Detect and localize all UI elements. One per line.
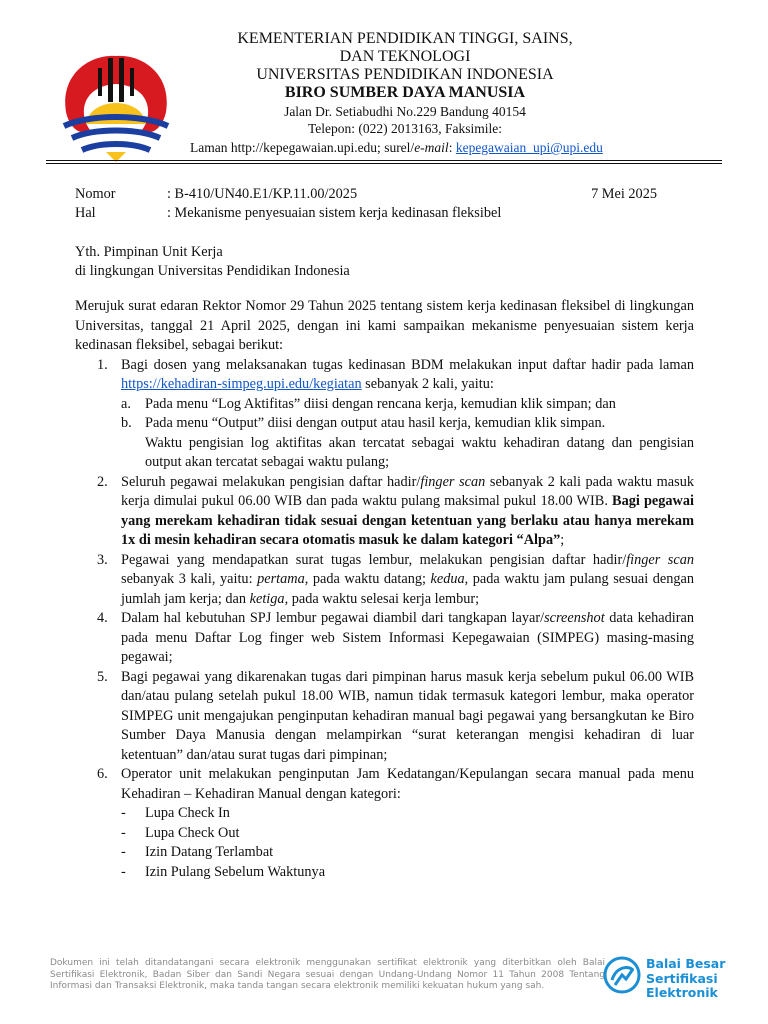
header-divider-thin <box>46 163 722 164</box>
list-item <box>75 356 694 473</box>
letter-date: 7 Mei 2025 <box>591 186 657 202</box>
recipient-line-1: Yth. Pimpinan Unit Kerja <box>75 244 223 260</box>
item-text: Pegawai yang mendapatkan surat tugas lembur, melakukan pengisian daftar hadir/ <box>121 551 627 568</box>
item-italic: screenshot <box>544 610 605 626</box>
list-item <box>75 473 694 551</box>
category-item <box>121 804 694 824</box>
dash-bullet: - <box>121 863 126 880</box>
university-name: UNIVERSITAS PENDIDIKAN INDONESIA <box>256 66 554 83</box>
sub-text: Pada menu “Log Aktifitas” diisi dengan rencana kerja, kemudian klik simpan; dan <box>145 395 616 412</box>
item-text: Bagi dosen yang melaksanakan tugas kedinasan BDM melakukan input daftar hadir pada laman <box>121 356 694 373</box>
category-item <box>121 824 694 844</box>
web-colon: : <box>448 140 453 155</box>
item-text: Dalam hal kebutuhan SPJ lembur pegawai diambil dari tangkapan layar/ <box>121 610 545 626</box>
item-text: Operator unit melakukan penginputan Jam Kedatangan/Kepulangan secara manual pada menu Kehadiran – Kehadiran Manual dengan kategori: <box>121 766 694 802</box>
header-divider <box>46 160 722 161</box>
category-label: Izin Pulang Sebelum Waktunya <box>145 863 326 880</box>
bsre-line-1: Balai Besar <box>646 956 726 971</box>
list-item <box>75 551 694 610</box>
hal-value: : Mekanisme penyesuaian sistem kerja kedinasan fleksibel <box>167 205 502 221</box>
bsre-emblem-icon <box>602 955 642 995</box>
item-number: 6. <box>97 766 108 782</box>
web-line <box>190 139 603 156</box>
item-text: sebanyak 2 kali, yaitu: <box>361 376 494 392</box>
bsre-logo <box>602 955 642 995</box>
item-italic: finger scan <box>626 551 694 568</box>
item-number: 5. <box>97 668 108 685</box>
upi-logo <box>50 44 182 164</box>
esign-footer: Dokumen ini telah ditandatangani secara elektronik menggunakan sertifikat elektronik yang diterbitkan oleh Balai Sertifikasi Elektronik, Badan Siber dan Sandi Negara sesuai dengan Undang-Undang Nomor 11 Tahun 2008 Tentang Informasi dan Transaksi Elektronik, maka tanda tangan secara elektronik memiliki kekuatan hukum yang sah. <box>50 958 605 992</box>
item-number: 2. <box>97 473 108 490</box>
category-label: Izin Datang Terlambat <box>145 844 274 860</box>
ministry-line-2: DAN TEKNOLOGI <box>339 48 471 65</box>
upi-logo-icon <box>50 44 182 164</box>
item-italic: ketiga <box>249 590 285 607</box>
item-number: 1. <box>97 356 108 373</box>
dash-bullet: - <box>121 824 126 841</box>
bsre-line-3: Elektronik <box>646 985 718 1000</box>
sub-letter: b. <box>121 415 132 431</box>
item-text: ; <box>560 532 565 548</box>
item-italic: pertama <box>257 571 305 587</box>
bsre-text <box>646 957 725 1001</box>
item-text: sebanyak 3 kali, yaitu: <box>121 571 258 587</box>
letterhead <box>180 30 630 137</box>
sub-item <box>121 395 694 415</box>
item-text: data kehadiran pada menu Daftar Log finger web Sistem Informasi Kepegawaian (SIMPEG) masing-masing pegawai; <box>121 610 695 665</box>
item-bold: Bagi pegawai yang merekam kehadiran tidak sesuai dengan ketentuan yang berlaku atau hanya merekam 1x di mesin kehadiran secara otomatis masuk ke dalam kategori “Alpa” <box>121 493 694 548</box>
dash-bullet: - <box>121 844 126 860</box>
item-text: , pada waktu jam pulang sesuai dengan jumlah jam kerja; dan <box>121 571 694 607</box>
sub-note: Waktu pengisian log aktifitas akan tercatat sebagai waktu kehadiran datang dan pengisian output akan tercatat sebagai waktu pulang; <box>145 434 694 470</box>
category-item <box>121 843 694 863</box>
item-text: Bagi pegawai yang dikarenakan tugas dari pimpinan harus masuk kerja sebelum pukul 06.00 WIB dan/atau pulang setelah pukul 18.00 WIB, namun tidak termasuk kategori lembur, maka operator SIMPEG unit mengajukan penginputan kehadiran manual bagi pegawai yang bersangkutan ke Biro Sumber Daya Manusia dengan melampirkan “surat keterangan mengisi kehadiran di luar ketentuan” dan/atau surat tugas dari pimpinan; <box>121 668 694 763</box>
dash-bullet: - <box>121 805 126 821</box>
sub-text: Pada menu “Output” diisi dengan output atau hasil kerja, kemudian klik simpan. <box>145 415 606 431</box>
hal-label: Hal <box>75 205 96 221</box>
sub-item <box>121 414 694 434</box>
list-item <box>75 668 694 766</box>
bureau-name: BIRO SUMBER DAYA MANUSIA <box>284 84 526 101</box>
item-italic: kedua <box>430 571 465 587</box>
item-text: , pada waktu selesai kerja lembur; <box>284 590 480 607</box>
address: Jalan Dr. Setiabudhi No.229 Bandung 40154 <box>284 104 526 119</box>
item-text: , pada waktu datang; <box>304 571 431 587</box>
list-item <box>75 609 694 668</box>
item-text: Seluruh pegawai melakukan pengisian daftar hadir/ <box>121 473 421 490</box>
nomor-label: Nomor <box>75 186 116 202</box>
category-label: Lupa Check In <box>145 805 230 821</box>
item-text: sebanyak 2 kali pada waktu masuk kerja dimulai pukul 06.00 WIB dan pada waktu pulang maksimal pukul 18.00 WIB. <box>121 473 694 509</box>
letter-body <box>75 297 694 882</box>
kehadiran-link[interactable]: https://kehadiran-simpeg.upi.edu/kegiatan <box>121 376 362 392</box>
intro-paragraph: Merujuk surat edaran Rektor Nomor 29 Tahun 2025 tentang sistem kerja kedinasan fleksibel di lingkungan Universitas, tanggal 21 April 2025, dengan ini kami sampaikan mekanisme penyesuaian sistem kerja kedinasan fleksibel, sebagai berikut: <box>75 298 694 353</box>
web-prefix: Laman http://kepegawaian.upi.edu; surel/ <box>190 140 415 155</box>
nomor-value: : B-410/UN40.E1/KP.11.00/2025 <box>167 186 358 202</box>
email-italic: e-mail <box>414 140 449 155</box>
category-label: Lupa Check Out <box>145 824 240 841</box>
category-item <box>121 863 694 883</box>
meta-block <box>75 185 657 223</box>
recipient <box>75 243 350 281</box>
bsre-line-2: Sertifikasi <box>646 970 718 986</box>
ministry-line-1: KEMENTERIAN PENDIDIKAN TINGGI, SAINS, <box>237 30 573 47</box>
phone: Telepon: (022) 2013163, Faksimile: <box>307 121 503 136</box>
recipient-line-2: di lingkungan Universitas Pendidikan Indonesia <box>75 263 350 279</box>
item-italic: finger scan <box>420 473 486 490</box>
item-number: 4. <box>97 610 108 626</box>
list-item <box>75 765 694 882</box>
item-number: 3. <box>97 551 108 568</box>
email-link[interactable]: kepegawaian_upi@upi.edu <box>455 140 603 155</box>
sub-letter: a. <box>121 395 131 412</box>
